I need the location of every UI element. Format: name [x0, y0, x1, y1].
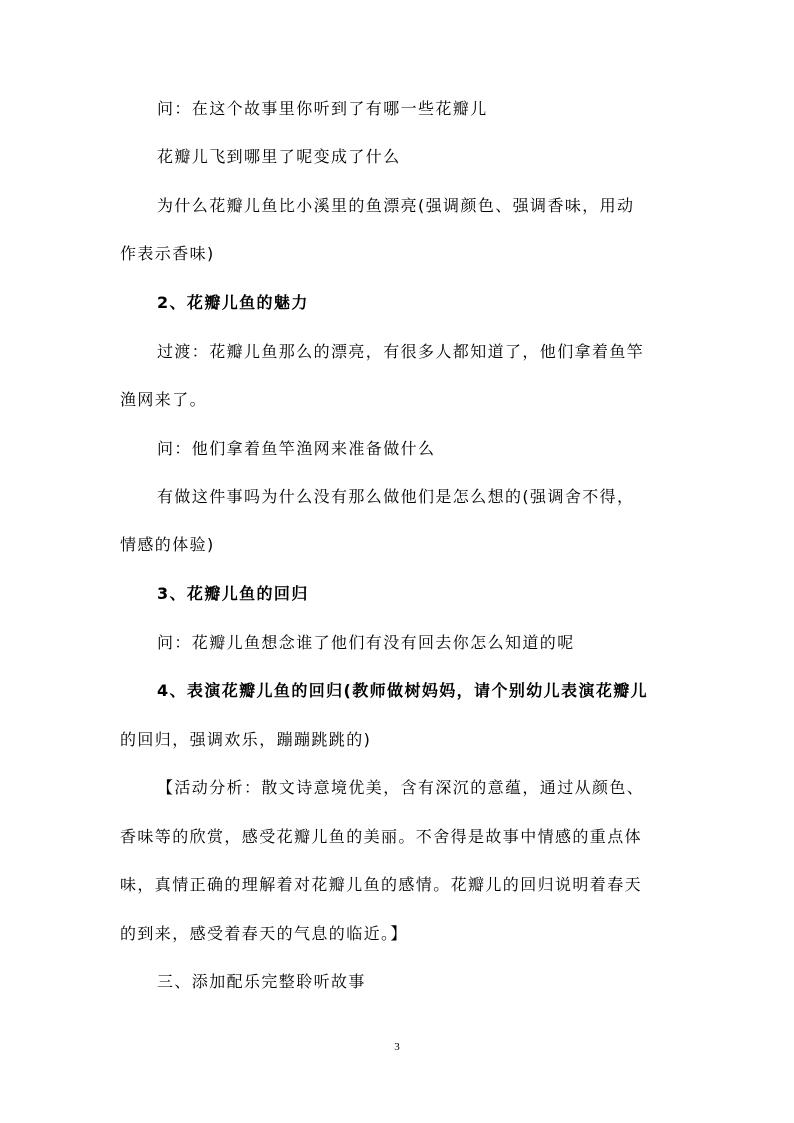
question-prepare: 问：他们拿着鱼竿渔网来准备做什么 [157, 439, 436, 458]
activity-analysis-line-4: 的到来，感受着春天的气息的临近。】 [120, 924, 408, 943]
section-heading-return: 3、花瓣儿鱼的回归 [157, 584, 309, 603]
section-heading-perform: 4、表演花瓣儿鱼的回归(教师做树妈妈，请个别幼儿表演花瓣儿 [157, 681, 649, 700]
section-heading-music: 三、添加配乐完整聆听故事 [157, 972, 366, 991]
question-did-they-cont: 情感的体验) [120, 535, 215, 554]
page-number: 3 [394, 1041, 400, 1053]
question-petals-fly: 花瓣儿飞到哪里了呢变成了什么 [157, 147, 401, 166]
activity-analysis-line-3: 味，真情正确的理解着对花瓣儿鱼的感情。花瓣儿的回归说明着春天 [120, 875, 643, 894]
question-petals-heard: 问：在这个故事里你听到了有哪一些花瓣儿 [157, 99, 488, 118]
transition-paragraph: 过渡：花瓣儿鱼那么的漂亮，有很多人都知道了，他们拿着鱼竿 [157, 342, 645, 361]
question-miss-whom: 问：花瓣儿鱼想念谁了他们有没有回去你怎么知道的呢 [157, 633, 575, 652]
question-why-beautiful: 为什么花瓣儿鱼比小溪里的鱼漂亮(强调颜色、强调香味，用动 [157, 196, 635, 215]
transition-paragraph-cont: 渔网来了。 [120, 390, 208, 409]
activity-analysis-line-2: 香味等的欣赏，感受花瓣儿鱼的美丽。不舍得是故事中情感的重点体 [120, 827, 643, 846]
section-heading-charm: 2、花瓣儿鱼的魅力 [157, 293, 309, 312]
section-perform-cont: 的回归，强调欢乐，蹦蹦跳跳的) [120, 730, 372, 749]
activity-analysis: 【活动分析：散文诗意境优美，含有深沉的意蕴，通过从颜色、 [157, 778, 645, 797]
question-did-they: 有做这件事吗为什么没有那么做他们是怎么想的(强调舍不得， [157, 487, 635, 506]
question-why-beautiful-cont: 作表示香味) [120, 244, 215, 263]
